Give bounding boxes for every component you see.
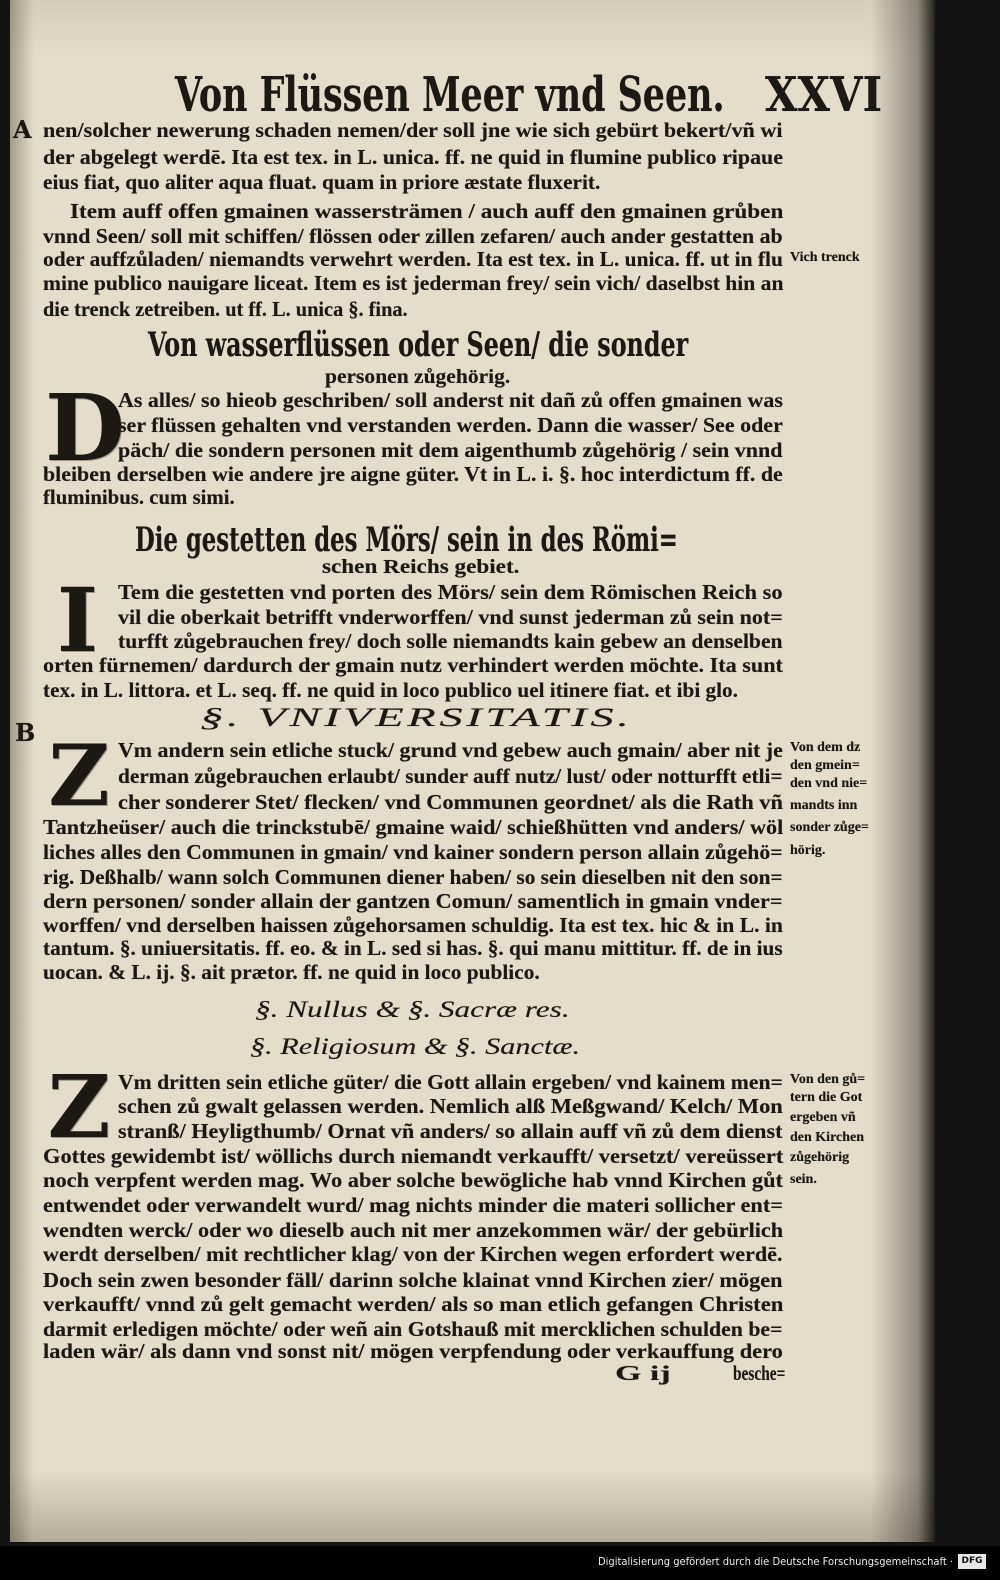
text-line: der abgelegt werdē. Ita est tex. in L. unica. ff. ne quid in flumine publico ripaue xyxy=(43,145,783,169)
text-line: liches alles den Communen in gmain/ vnd kainer sondern person allain zůgehö= xyxy=(43,840,783,864)
folio-number: XXVI xyxy=(765,67,883,123)
rubric-religiosum: §. Religiosum & §. Sanctæ. xyxy=(250,1034,581,1059)
marginal-note-line: ergeben vñ xyxy=(790,1110,856,1125)
text-line: nen/solcher newerung schaden nemen/der soll jne wie sich gebürt bekert/vñ wi xyxy=(43,118,783,142)
text-line: Vm andern sein etliche stuck/ grund vnd gebew auch gmain/ aber nit je xyxy=(118,738,783,762)
rubric-universitatis: §. VNIVERSITATIS. xyxy=(200,703,633,732)
text-line: päch/ die sondern personen mit dem aigenthumb zůgehörig / sein vnnd xyxy=(118,438,783,462)
signature-mark: G ij xyxy=(615,1361,671,1385)
section-heading-continued: personen zůgehörig. xyxy=(325,366,511,388)
text-line: dern personen/ sonder allain der gantzen Comun/ samentlich in gmain vnder= xyxy=(43,889,783,913)
text-line: werdt derselben/ mit rechtlicher klag/ von der Kirchen wegen erfordert werdē. xyxy=(43,1242,783,1266)
text-line: worffen/ vnd derselben haissen zůgehorsamen schuldig. Ita est tex. hic & in L. in xyxy=(43,913,783,937)
text-line: Tantzheüser/ auch die trinckstubē/ gmaine waid/ schießhütten vnd anders/ wöl xyxy=(43,815,784,839)
funding-footer xyxy=(0,1546,1000,1580)
margin-letter-a: A xyxy=(13,115,32,144)
text-line: schen zů gwalt gelassen werden. Nemlich alß Meßgwand/ Kelch/ Mon xyxy=(118,1094,783,1118)
text-line: Item auff offen gmainen wassersträmen / auch auff den gmainen grůben xyxy=(70,199,784,223)
marginal-note-line: sein. xyxy=(790,1172,817,1187)
text-line: darmit erledigen möchte/ oder weñ ain Gotshauß mit mercklichen schulden be= xyxy=(43,1317,783,1341)
marginal-note-line: den vnd nie= xyxy=(790,776,868,791)
text-line: Tem die gestetten vnd porten des Mörs/ sein dem Römischen Reich so xyxy=(118,580,783,604)
text-line: fluminibus. cum simi. xyxy=(43,485,235,509)
marginal-note-line: Vich trenck xyxy=(790,250,860,265)
drop-cap-z: Z xyxy=(48,726,110,825)
marginal-note-line: sonder zůge= xyxy=(790,820,869,835)
text-line: cher sonderer Stet/ flecken/ vnd Communen geordnet/ als die Rath vñ xyxy=(118,790,783,814)
text-line: turfft zůgebrauchen frey/ doch solle niemandts kain gebew an denselben xyxy=(118,629,783,653)
text-line: Gottes gewidembt ist/ wöllichs durch niemandt verkaufft/ versetzt/ vereüssert xyxy=(43,1144,784,1168)
text-line: noch verpfent werden mag. Wo aber solche bewögliche hab vnnd Kirchen gůt xyxy=(43,1168,784,1192)
text-line: ser flüssen gehalten vnd verstanden werden. Dann die wasser/ See oder xyxy=(118,413,783,437)
dfg-logo: DFG xyxy=(958,1554,986,1569)
text-line: bleiben derselben wie andere jre aigne güter. Vt in L. i. §. hoc interdictum ff. de xyxy=(43,462,783,486)
section-heading: Von wasserflüssen oder Seen/ die sonder xyxy=(148,325,689,365)
text-line: As alles/ so hieob geschriben/ soll anderst nit dañ zů offen gmainen was xyxy=(118,388,783,412)
text-line: rig. Deßhalb/ wann solch Communen diener haben/ so sein dieselben nit den son= xyxy=(43,865,783,889)
text-line: orten fürnemen/ dardurch der gmain nutz verhindert werden möchte. Ita sunt xyxy=(43,653,783,677)
running-title: Von Flüssen Meer vnd Seen. xyxy=(175,67,725,123)
text-line: eius fiat, quo aliter aqua fluat. quam in priore æstate fluxerit. xyxy=(43,170,601,194)
drop-cap-i: I xyxy=(56,568,99,672)
marginal-note-line: mandts inn xyxy=(790,798,858,813)
marginal-note-line: zůgehörig xyxy=(790,1150,850,1165)
marginal-note-line: tern die Got xyxy=(790,1090,863,1105)
marginal-note-line: hörig. xyxy=(790,843,826,858)
text-line: tantum. §. uniuersitatis. ff. eo. & in L. sed si has. §. qui manu mittitur. ff. de in ius xyxy=(43,936,783,960)
catchword: besche= xyxy=(733,1361,786,1385)
marginal-note-line: den Kirchen xyxy=(790,1130,865,1145)
text-line: verkaufft/ vnnd zů gelt gemacht werden/ als so man etlich gefangen Christen xyxy=(43,1292,784,1316)
text-line: Vm dritten sein etliche güter/ die Gott allain ergeben/ vnd kainem men= xyxy=(118,1070,783,1094)
text-line: tex. in L. littora. et L. seq. ff. ne quid in loco publico uel itinere fiat. et ibi glo. xyxy=(43,678,738,702)
margin-letter-b: B xyxy=(15,718,36,747)
section-heading-continued: schen Reichs gebiet. xyxy=(322,556,520,578)
text-line: die trenck zetreiben. ut ff. L. unica §. fina. xyxy=(43,297,408,321)
rubric-nullus: §. Nullus & §. Sacræ res. xyxy=(255,997,570,1022)
marginal-note-line: Von den gů= xyxy=(790,1072,866,1087)
section-heading: Die gestetten des Mörs/ sein in des Römi= xyxy=(135,520,678,560)
marginal-note-line: den gmein= xyxy=(790,758,860,773)
drop-cap-z: Z xyxy=(47,1057,111,1158)
text-line: wendten werck/ oder wo dieselb auch nit mer anzekommen wär/ der gebürlich xyxy=(43,1218,784,1242)
text-line: entwendet oder verwandelt wurd/ mag nichts minder die materi sollicher ent= xyxy=(43,1193,783,1217)
text-line: oder auffzůladen/ niemandts verwehrt werden. Ita est tex. in L. unica. ff. ut in flu xyxy=(43,247,783,271)
text-line: mine publico nauigare liceat. Item es ist jederman frey/ sein vich/ daselbst hin an xyxy=(43,271,784,295)
funding-credit: Digitalisierung gefördert durch die Deutsche Forschungsgemeinschaft · xyxy=(598,1556,954,1568)
drop-cap-d: D xyxy=(45,374,125,482)
text-line: Doch sein zwen besonder fäll/ darinn solche klainat vnnd Kirchen zier/ mögen xyxy=(43,1268,783,1292)
text-line: uocan. & L. ij. §. ait prætor. ff. ne quid in loco publico. xyxy=(43,960,540,984)
text-line: vil die oberkait betrifft vnderworffen/ vnd sunst jederman zů sein not= xyxy=(118,605,783,629)
text-line: laden wär/ als dann vnd sonst nit/ mögen verpfendung oder verkauffung dero xyxy=(43,1339,783,1363)
text-line: stranß/ Heyligthumb/ Ornat vñ anders/ so allain auff vñ zů dem dienst xyxy=(118,1119,783,1143)
text-line: vnnd Seen/ soll mit schiffen/ flössen oder zillen zefaren/ auch ander gestatten ab xyxy=(43,224,783,248)
text-line: derman zůgebrauchen erlaubt/ sunder auff nutz/ lust/ oder notturfft etli= xyxy=(118,764,783,788)
marginal-note-line: Von dem dz xyxy=(790,740,861,755)
